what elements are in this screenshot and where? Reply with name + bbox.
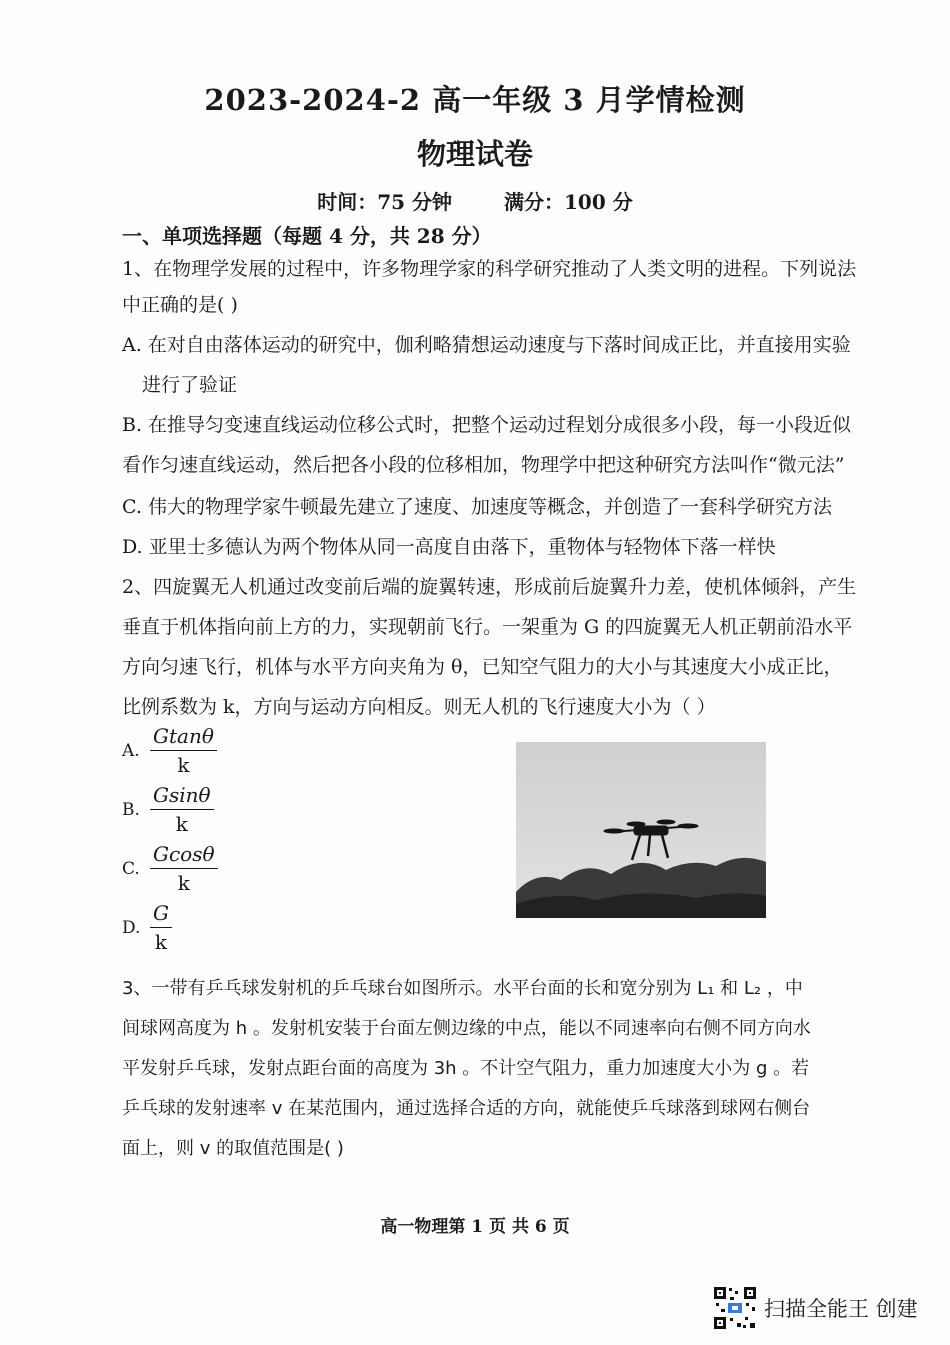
- q2-stem-line1: 2、四旋翼无人机通过改变前后端的旋翼转速，形成前后旋翼升力差，使机体倾斜，产生: [122, 576, 857, 598]
- q3-stem-line1: 3、一带有乒乓球发射机的乒乓球台如图所示。水平台面的长和宽分别为 L₁ 和 L₂ ，中: [122, 978, 803, 999]
- q3-stem-line3: 平发射乒乓球，发射点距台面的高度为 3h 。不计空气阻力，重力加速度大小为 g 。若: [122, 1058, 810, 1079]
- q1-option-b-line2: 看作匀速直线运动，然后把各小段的位移相加，物理学中把这种研究方法叫作“微元法”: [122, 454, 845, 476]
- option-denominator: k: [154, 930, 168, 954]
- scanner-watermark: [712, 1285, 918, 1331]
- q3-stem-line4: 乒乓球的发射速率 v 在某范围内，通过选择合适的方向，就能使乒乓球落到球网右侧台: [122, 1098, 811, 1119]
- q1-option-c: C. 伟大的物理学家牛顿最先建立了速度、加速度等概念，并创造了一套科学研究方法: [122, 496, 832, 518]
- option-denominator: k: [175, 812, 188, 836]
- page-footer: 高一物理第 1 页 共 6 页: [380, 1217, 570, 1237]
- exam-info: [0, 186, 950, 215]
- option-numerator: Gtanθ: [150, 724, 217, 751]
- option-label: D.: [122, 917, 141, 938]
- exam-time: 时间：75 分钟: [317, 190, 453, 214]
- q3-stem-line2: 间球网高度为 h 。发射机安装于台面左侧边缘的中点，能以不同速率向右侧不同方向水: [122, 1018, 811, 1039]
- option-label: C.: [122, 858, 140, 879]
- q2-option-c: [122, 842, 218, 895]
- option-numerator: Gsinθ: [150, 783, 214, 810]
- q3-stem-line5: 面上，则 v 的取值范围是( ): [122, 1138, 344, 1159]
- q2-option-a: [122, 724, 217, 777]
- option-label: A.: [122, 740, 140, 761]
- option-denominator: k: [177, 871, 190, 895]
- q2-option-b: [122, 783, 214, 836]
- option-numerator: G: [150, 901, 172, 928]
- q2-stem-line4: 比例系数为 k，方向与运动方向相反。则无人机的飞行速度大小为（ ）: [122, 696, 716, 718]
- option-numerator: Gcosθ: [150, 842, 218, 869]
- q2-stem-line2: 垂直于机体指向前上方的力，实现朝前飞行。一架重为 G 的四旋翼无人机正朝前沿水平: [122, 616, 853, 638]
- scanner-watermark-text: 扫描全能王 创建: [764, 1297, 918, 1321]
- q2-stem-line3: 方向匀速飞行，机体与水平方向夹角为 θ，已知空气阻力的大小与其速度大小成正比，: [122, 656, 843, 678]
- q1-option-d: D. 亚里士多德认为两个物体从同一高度自由落下，重物体与轻物体下落一样快: [122, 536, 776, 558]
- option-label: B.: [122, 799, 140, 820]
- q1-option-a-line1: A. 在对自由落体运动的研究中，伽利略猜想运动速度与下落时间成正比，并直接用实验: [122, 334, 851, 356]
- exam-score: 满分：100 分: [504, 190, 633, 214]
- q1-stem-line2: 中正确的是( ): [122, 294, 238, 316]
- section-heading: 一、单项选择题（每题 4 分，共 28 分）: [122, 224, 492, 248]
- q1-stem-line1: 1、在物理学发展的过程中，许多物理学家的科学研究推动了人类文明的进程。下列说法: [122, 258, 857, 280]
- exam-title: 2023-2024-2 高一年级 3 月学情检测: [204, 83, 746, 117]
- qr-code-icon: [712, 1285, 758, 1331]
- q1-option-a-line2: 进行了验证: [142, 374, 238, 396]
- drone-photo: [516, 742, 766, 918]
- q1-option-b-line1: B. 在推导匀变速直线运动位移公式时，把整个运动过程划分成很多小段，每一小段近似: [122, 414, 852, 436]
- q2-option-d: [122, 901, 172, 954]
- subject-title: 物理试卷: [416, 137, 533, 171]
- option-denominator: k: [177, 753, 190, 777]
